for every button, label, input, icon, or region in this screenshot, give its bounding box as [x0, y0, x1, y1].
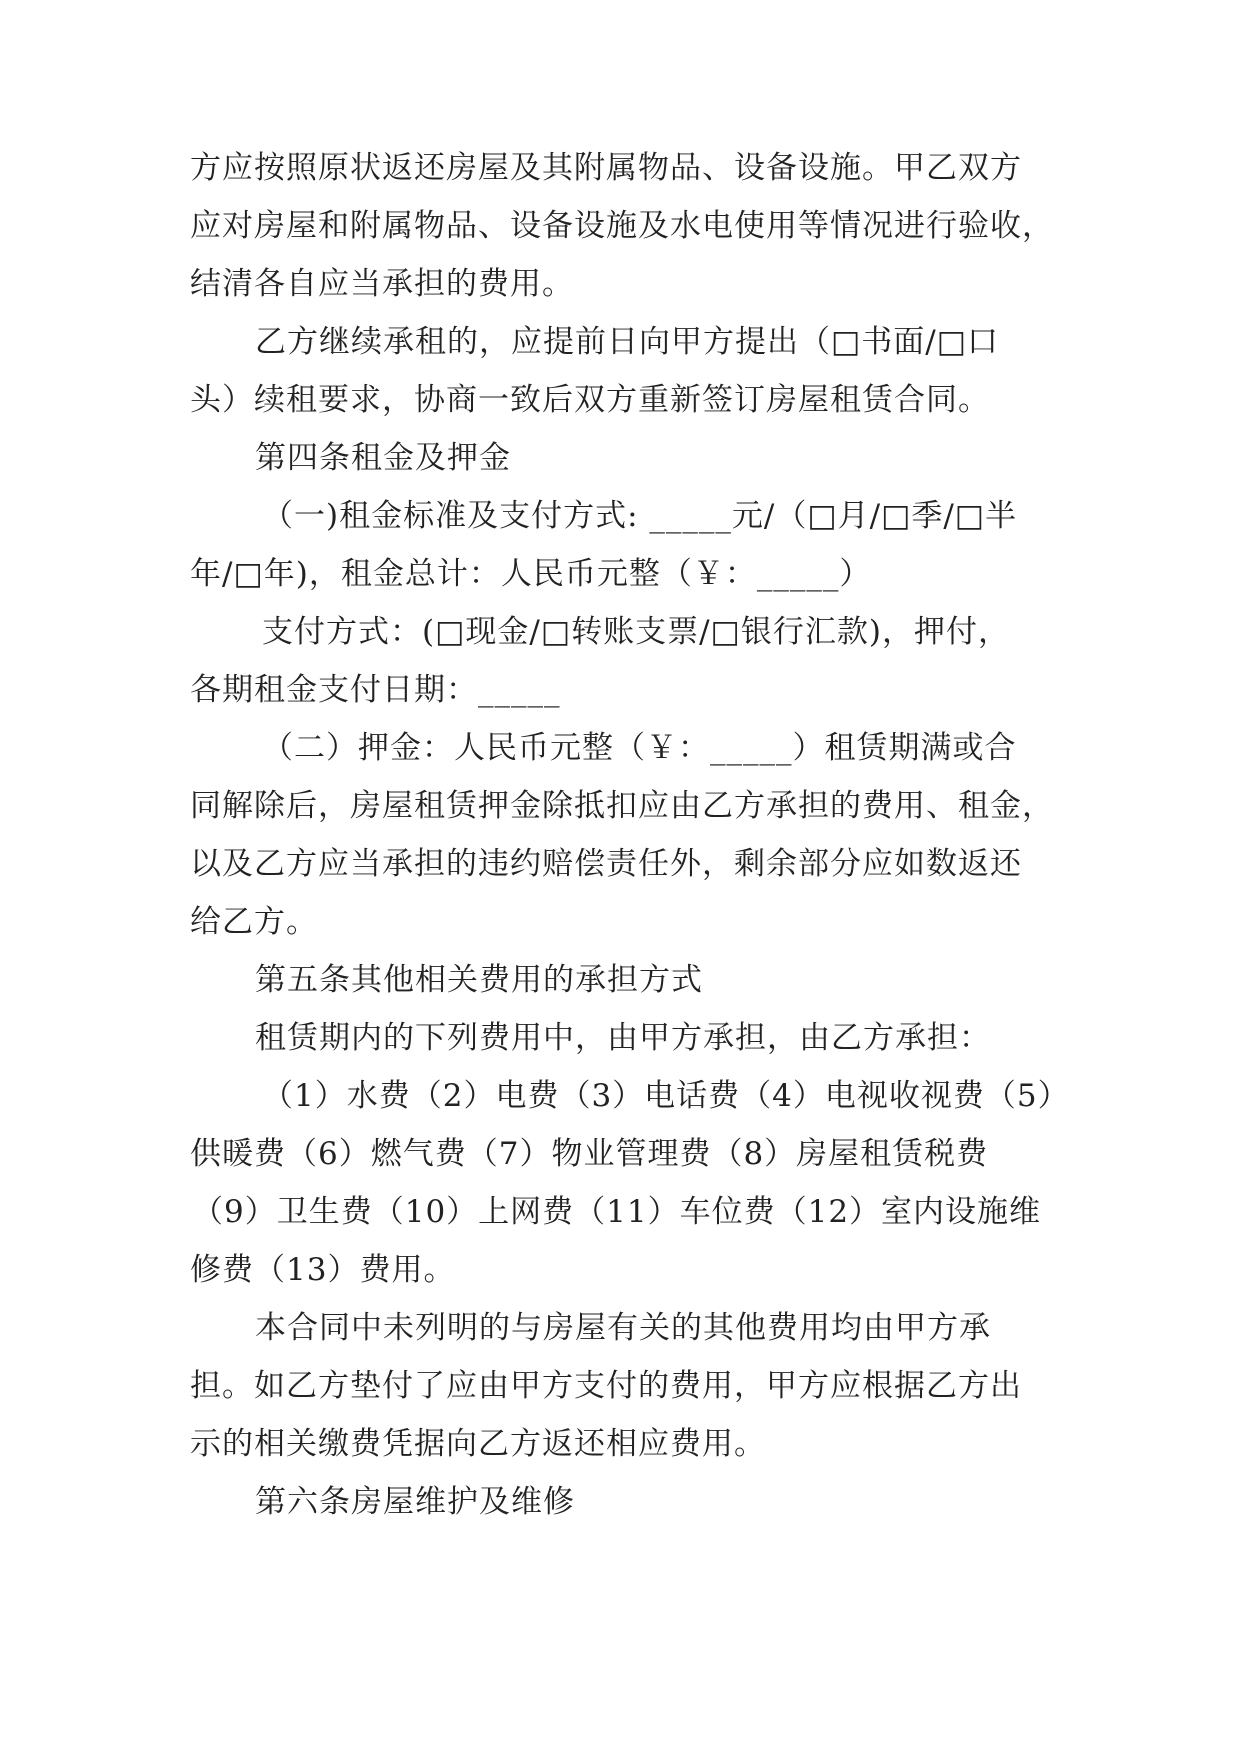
- text-line-17: （1）水费（2）电费（3）电话费（4）电视收视费（5）: [262, 1078, 1070, 1114]
- text-line-10: 各期租金支付日期：_____: [190, 672, 561, 708]
- text-line-7: （一)租金标准及支付方式: _____元/（□月/□季/□半: [262, 498, 1018, 534]
- text-line-16: 租赁期内的下列费用中，由甲方承担，由乙方承担：: [255, 1020, 991, 1056]
- text-line-21: 本合同中未列明的与房屋有关的其他费用均由甲方承: [255, 1310, 991, 1346]
- text-line-13: 以及乙方应当承担的违约赔偿责任外，剩余部分应如数返还: [190, 846, 1022, 882]
- text-line-14: 给乙方。: [190, 904, 318, 940]
- text-line-4: 乙方继续承租的，应提前日向甲方提出（□书面/□口: [255, 324, 1000, 360]
- text-line-9: 支付方式：(□现金/□转账支票/□银行汇款)，押付，: [262, 614, 1010, 650]
- text-line-1: 方应按照原状返还房屋及其附属物品、设备设施。甲乙双方: [190, 150, 1022, 186]
- text-line-22: 担。如乙方垫付了应由甲方支付的费用，甲方应根据乙方出: [190, 1368, 1022, 1404]
- text-line-20: 修费（13）费用。: [190, 1252, 456, 1288]
- text-line-12: 同解除后，房屋租赁押金除抵扣应由乙方承担的费用、租金，: [190, 788, 1054, 824]
- text-line-2: 应对房屋和附属物品、设备设施及水电使用等情况进行验收，: [190, 208, 1054, 244]
- text-line-5: 头）续租要求，协商一致后双方重新签订房屋租赁合同。: [190, 382, 990, 418]
- text-line-8: 年/□年)，租金总计：人民币元整（￥：_____）: [190, 556, 872, 592]
- text-line-3: 结清各自应当承担的费用。: [190, 266, 574, 302]
- section-heading-6: 第六条房屋维护及维修: [255, 1484, 575, 1520]
- section-heading-4: 第四条租金及押金: [255, 440, 511, 476]
- text-line-23: 示的相关缴费凭据向乙方返还相应费用。: [190, 1426, 766, 1462]
- text-line-19: （9）卫生费（10）上网费（11）车位费（12）室内设施维: [192, 1194, 1042, 1230]
- section-heading-5: 第五条其他相关费用的承担方式: [255, 962, 703, 998]
- text-line-11: （二）押金：人民币元整（￥：_____）租赁期满或合: [262, 730, 1017, 766]
- text-line-18: 供暖费（6）燃气费（7）物业管理费（8）房屋租赁税费: [190, 1136, 989, 1172]
